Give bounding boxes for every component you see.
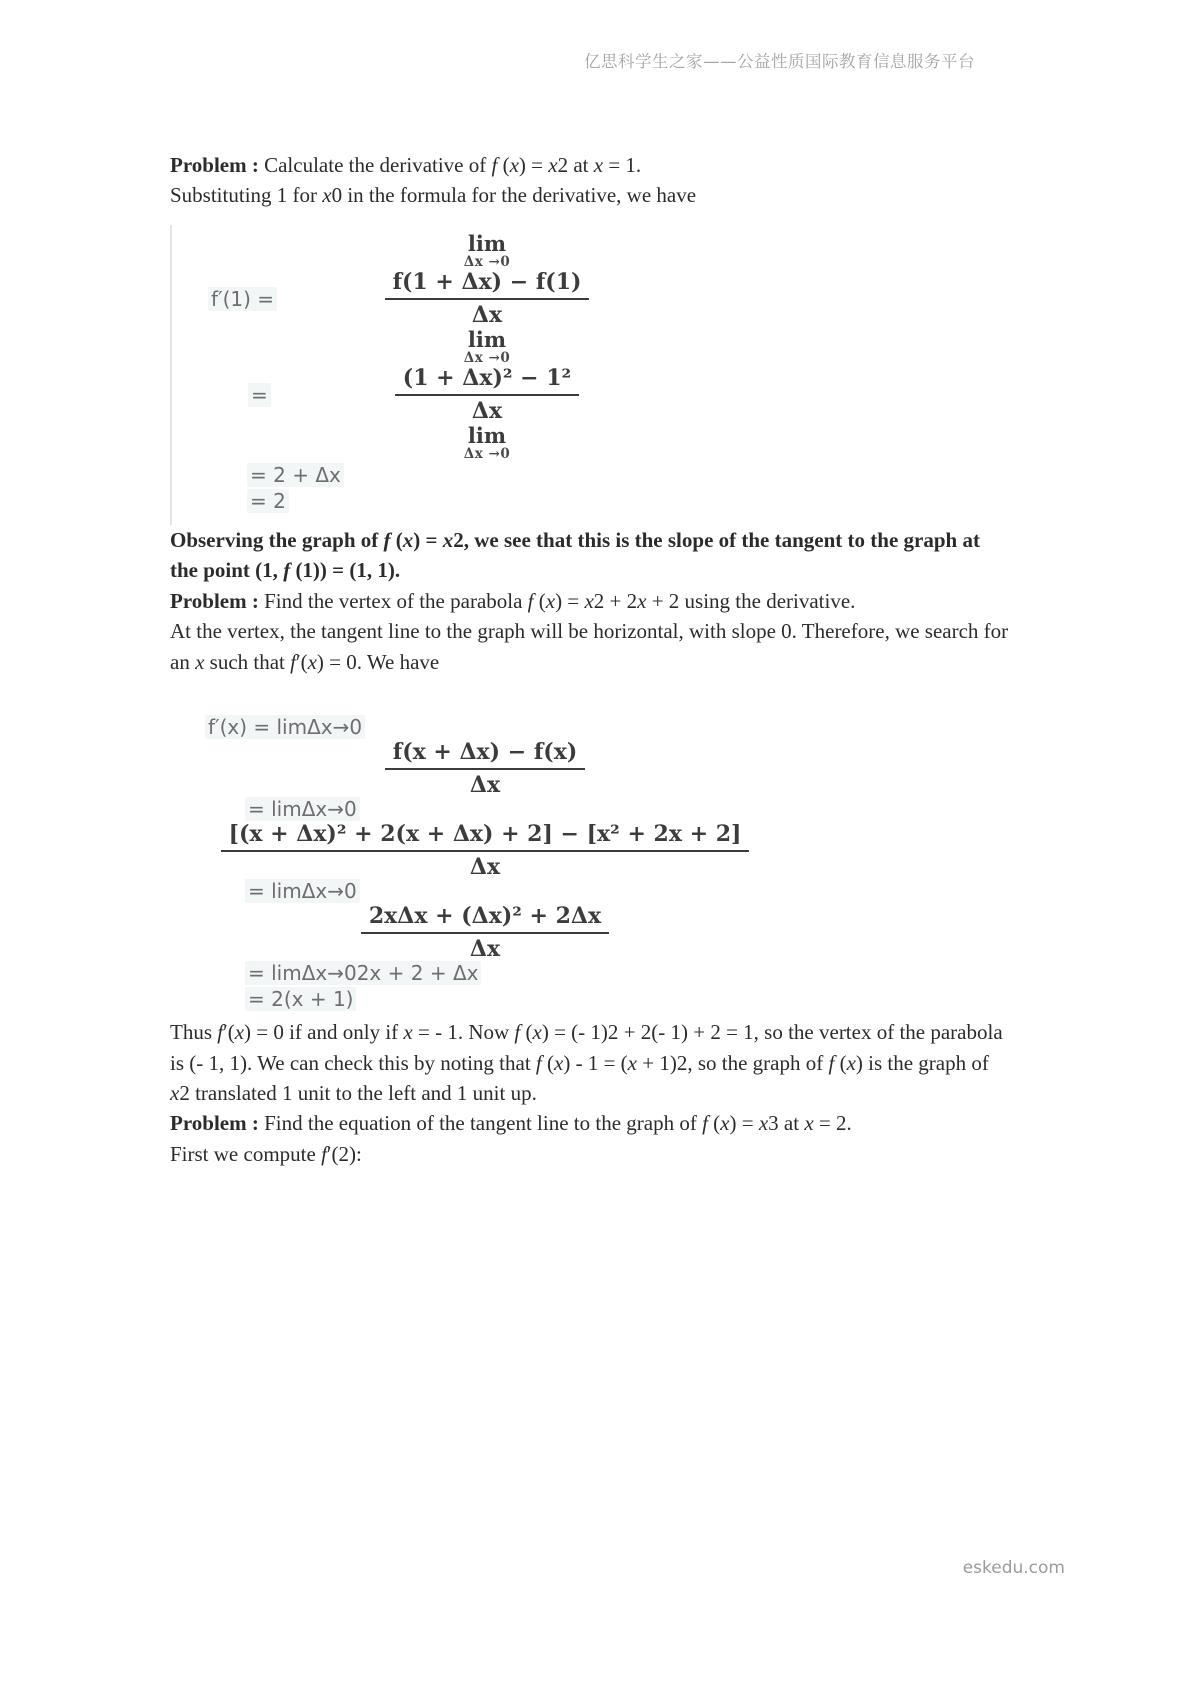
text-segment: x	[322, 183, 332, 208]
math-limit-line	[170, 715, 800, 741]
text-segment: Substituting 1 for	[170, 183, 323, 208]
text-segment: = 1.	[603, 153, 642, 177]
text-segment: ) =	[518, 153, 549, 177]
text-segment: + 1)2, so the graph of	[637, 1050, 829, 1075]
text-segment: ) - 1 = (	[563, 1050, 628, 1075]
text-segment: f	[290, 649, 296, 674]
text-segment: x	[442, 527, 454, 552]
text-segment: (	[520, 1020, 533, 1045]
fraction	[385, 740, 586, 799]
paragraph-observing	[170, 525, 1010, 586]
text-segment: x	[307, 649, 317, 674]
text-segment: f	[491, 153, 498, 177]
paragraph-problem-1	[170, 150, 1010, 180]
text-segment: Problem :	[170, 1111, 265, 1136]
text-segment: x	[532, 1020, 542, 1045]
text-segment: x	[195, 649, 205, 674]
text-segment: + 2 using the derivative.	[646, 588, 856, 613]
fraction-numerator: 2xΔx + (Δx)² + 2Δx	[361, 904, 609, 934]
fraction-numerator: [(x + Δx)² + 2(x + Δx) + 2] − [x² + 2x + 2]	[221, 822, 750, 852]
text-segment: ) = 0 if and only if	[244, 1020, 404, 1045]
text-segment: x	[637, 588, 647, 613]
math-limit-line	[170, 797, 800, 823]
text-segment: ) =	[555, 588, 585, 613]
fraction-row	[170, 738, 800, 799]
text-segment: f	[828, 1050, 835, 1075]
text-segment: Problem :	[170, 588, 265, 613]
math-result-line	[170, 987, 800, 1013]
text-segment: Find the equation of the tangent line to the graph of	[264, 1111, 703, 1136]
text-segment: f	[217, 1020, 224, 1045]
text-segment: x	[234, 1020, 245, 1045]
math-text: = 2 + Δx	[247, 463, 344, 487]
fraction	[361, 904, 609, 963]
lim-word: lim	[467, 326, 507, 352]
document-content	[170, 150, 1010, 1169]
math-result-line	[170, 961, 800, 987]
site-header-title: 亿思科学生之家——公益性质国际教育信息服务平台	[584, 52, 975, 71]
paragraph-at-vertex	[170, 616, 1010, 677]
paragraph-problem-3	[170, 1108, 1010, 1138]
fraction-row	[170, 902, 800, 963]
fraction-denominator: Δx	[469, 772, 501, 799]
math-text: = limΔx→02x + 2 + Δx	[245, 961, 481, 985]
text-segment: = - 1. Now	[412, 1020, 515, 1045]
fraction-numerator: (1 + Δx)² − 1²	[395, 366, 579, 396]
text-segment: x	[593, 153, 604, 177]
text-segment: = 2.	[813, 1111, 852, 1136]
math-result-line	[172, 463, 802, 489]
text-segment: f	[702, 1111, 708, 1136]
text-segment: (1)) = (1, 1).	[290, 558, 401, 583]
text-segment: ) =	[729, 1111, 759, 1136]
lim-subscript: Δx →0	[463, 349, 511, 366]
text-segment: (	[390, 527, 403, 552]
text-segment: x	[548, 153, 558, 177]
text-segment: 3 at	[768, 1111, 805, 1136]
text-segment: ) =	[413, 527, 443, 552]
text-segment: First we compute	[170, 1141, 322, 1166]
text-segment: x	[509, 153, 519, 177]
math-result-line	[172, 489, 802, 515]
text-segment: (	[533, 588, 546, 613]
text-segment: Calculate the derivative of	[264, 153, 492, 177]
fraction-row	[172, 268, 802, 328]
lim-subscript: Δx →0	[463, 445, 511, 462]
text-segment: Problem :	[170, 153, 265, 177]
text-segment: x	[846, 1050, 856, 1075]
math-text: = 2	[247, 489, 289, 513]
lim-word: lim	[467, 230, 507, 256]
text-segment: x	[554, 1050, 564, 1075]
math-label-equals: =	[248, 383, 271, 407]
text-segment: Find the vertex of the parabola	[264, 588, 528, 613]
text-segment: ) = (- 1)2 + 2(- 1) + 2 = 1, so the vertex of the parabola is (- 1, 1). We can check this by noting that	[170, 1020, 1003, 1075]
text-segment: Observing the graph of	[170, 527, 384, 552]
math-text: f′(x) = limΔx→0	[205, 715, 365, 739]
text-segment: ′(	[223, 1020, 235, 1045]
paragraph-problem-2	[170, 586, 1010, 616]
text-segment: ′(2):	[326, 1141, 362, 1166]
text-segment: 2 translated 1 unit to the left and 1 unit up.	[179, 1080, 537, 1105]
lim-word: lim	[467, 422, 507, 448]
fraction-numerator: f(x + Δx) − f(x)	[385, 740, 586, 770]
text-segment: ) is the graph of	[855, 1050, 989, 1075]
limit-notation	[172, 423, 802, 463]
math-derivation-1	[170, 225, 802, 525]
text-segment: x	[720, 1111, 730, 1136]
limit-notation	[172, 231, 802, 271]
fraction	[385, 270, 590, 329]
lim-subscript: Δx →0	[463, 253, 511, 270]
fraction-denominator: Δx	[471, 301, 503, 328]
text-segment: (	[541, 1050, 555, 1075]
text-segment: (	[497, 153, 510, 177]
text-segment: x	[402, 527, 414, 552]
text-segment: x	[403, 1020, 413, 1045]
text-segment: f	[283, 558, 291, 583]
site-footer-url: eskedu.com	[962, 1558, 1065, 1578]
fraction-row	[170, 820, 800, 881]
text-segment: x	[584, 588, 594, 613]
text-segment: f	[535, 1050, 542, 1075]
text-segment: f	[321, 1141, 327, 1166]
paragraph-first-compute	[170, 1139, 1010, 1169]
text-segment: At the vertex, the tangent line to the graph will be horizontal, with slope 0. Therefore, we search for an	[170, 619, 1009, 674]
math-label-fprime1: f′(1) =	[208, 287, 277, 311]
fraction	[221, 822, 750, 881]
math-text: = limΔx→0	[245, 797, 360, 821]
text-segment: f	[383, 527, 391, 552]
fraction-row	[172, 364, 802, 424]
text-segment: x	[804, 1111, 814, 1136]
paragraph-thus	[170, 1017, 1010, 1108]
math-limit-line	[170, 879, 800, 905]
fraction-denominator: Δx	[469, 936, 501, 963]
text-segment: x	[170, 1080, 180, 1105]
text-segment: 2 at	[557, 153, 594, 177]
text-segment: x	[758, 1111, 769, 1136]
text-segment: (	[834, 1050, 847, 1075]
math-text: = 2(x + 1)	[245, 987, 356, 1011]
text-segment: f	[527, 588, 534, 613]
fraction-denominator: Δx	[469, 854, 501, 881]
paragraph-substituting	[170, 180, 1010, 210]
text-segment: ′(	[295, 649, 308, 674]
math-text: = limΔx→0	[245, 879, 360, 903]
fraction	[395, 366, 579, 425]
fraction-numerator: f(1 + Δx) − f(1)	[385, 270, 590, 300]
text-segment: (	[707, 1111, 721, 1136]
text-segment: 0 in the formula for the derivative, we have	[331, 183, 697, 208]
fraction-denominator: Δx	[471, 397, 503, 424]
text-segment: ) = 0. We have	[316, 649, 440, 674]
text-segment: x	[545, 588, 556, 613]
text-segment: f	[514, 1020, 521, 1045]
limit-notation	[172, 327, 802, 367]
text-segment: 2, we see that this is the slope of the tangent to the graph at the point (1,	[170, 527, 980, 583]
text-segment: 2 + 2	[593, 588, 638, 613]
text-segment: Thus	[170, 1020, 218, 1045]
text-segment: such that	[204, 649, 291, 674]
text-segment: x	[627, 1050, 637, 1075]
math-derivation-2	[170, 713, 800, 1017]
